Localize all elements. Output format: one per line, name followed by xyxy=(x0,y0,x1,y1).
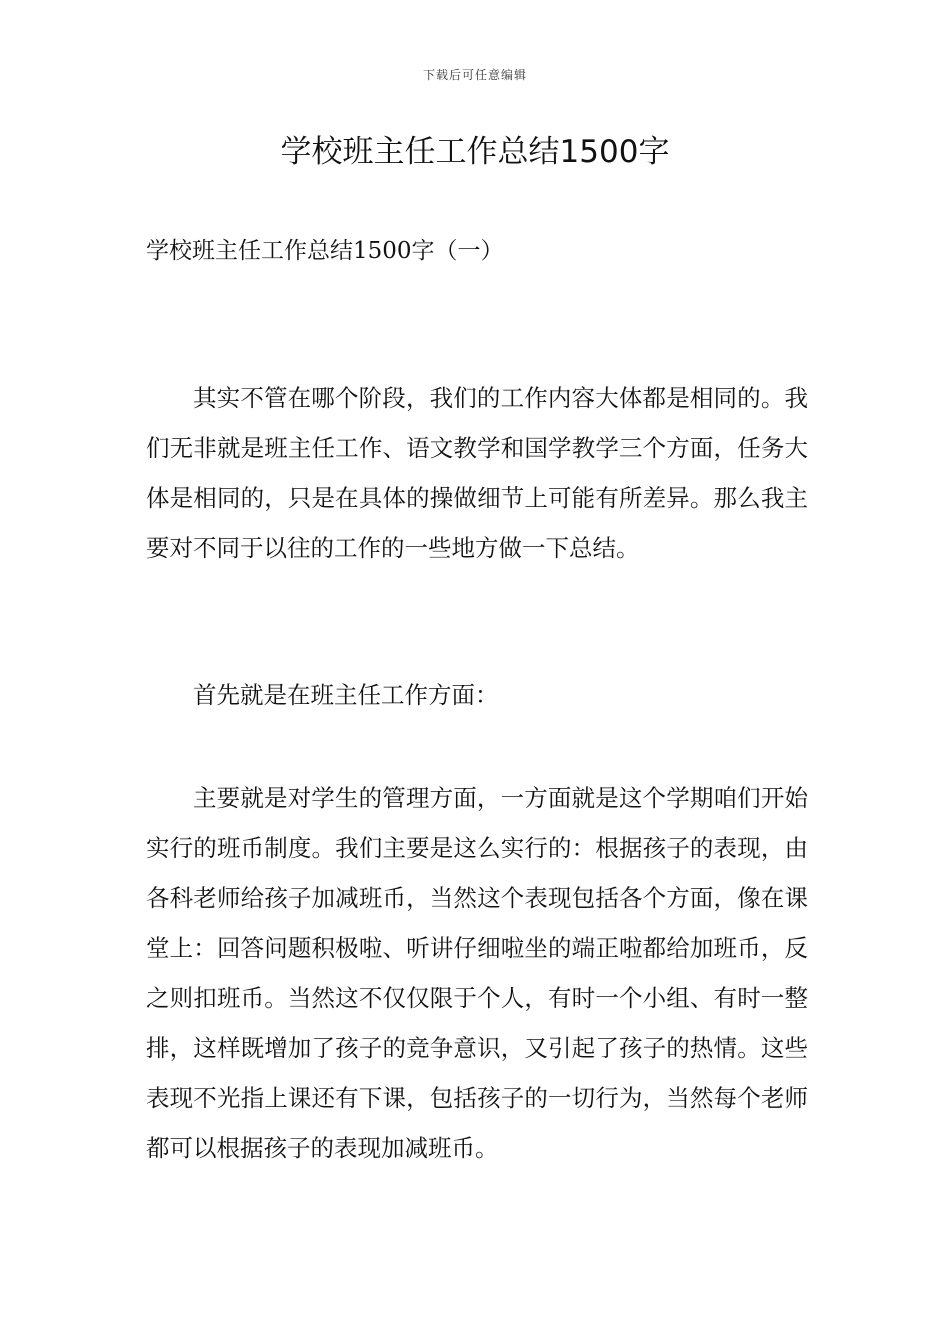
download-note: 下载后可任意编辑 xyxy=(422,68,527,82)
paragraph-section-heading: 首先就是在班主任工作方面： xyxy=(193,681,499,709)
paragraph-intro: 其实不管在哪个阶段，我们的工作内容大体都是相同的。我们无非就是班主任工作、语文教学和国学教学三个方面，任务大体是相同的，只是在具体的操做细节上可能有所差异。那么我主要对不同于以往的工作的一些地方做一下总结。 xyxy=(146,384,808,562)
paragraph-class-currency: 主要就是对学生的管理方面，一方面就是这个学期咱们开始实行的班币制度。我们主要是这么实行的：根据孩子的表现，由各科老师给孩子加减班币，当然这个表现包括各个方面，像在课堂上：回答问题积极啦、听讲仔细啦坐的端正啦都给加班币，反之则扣班币。当然这不仅仅限于个人，有时一个小组、有时一整排，这样既增加了孩子的竞争意识，又引起了孩子的热情。这些表现不光指上课还有下课，包括孩子的一切行为，当然每个老师都可以根据孩子的表现加减班币。 xyxy=(146,784,808,1162)
document-title: 学校班主任工作总结1500字 xyxy=(280,134,670,170)
document-subtitle: 学校班主任工作总结1500字（一） xyxy=(146,238,504,264)
